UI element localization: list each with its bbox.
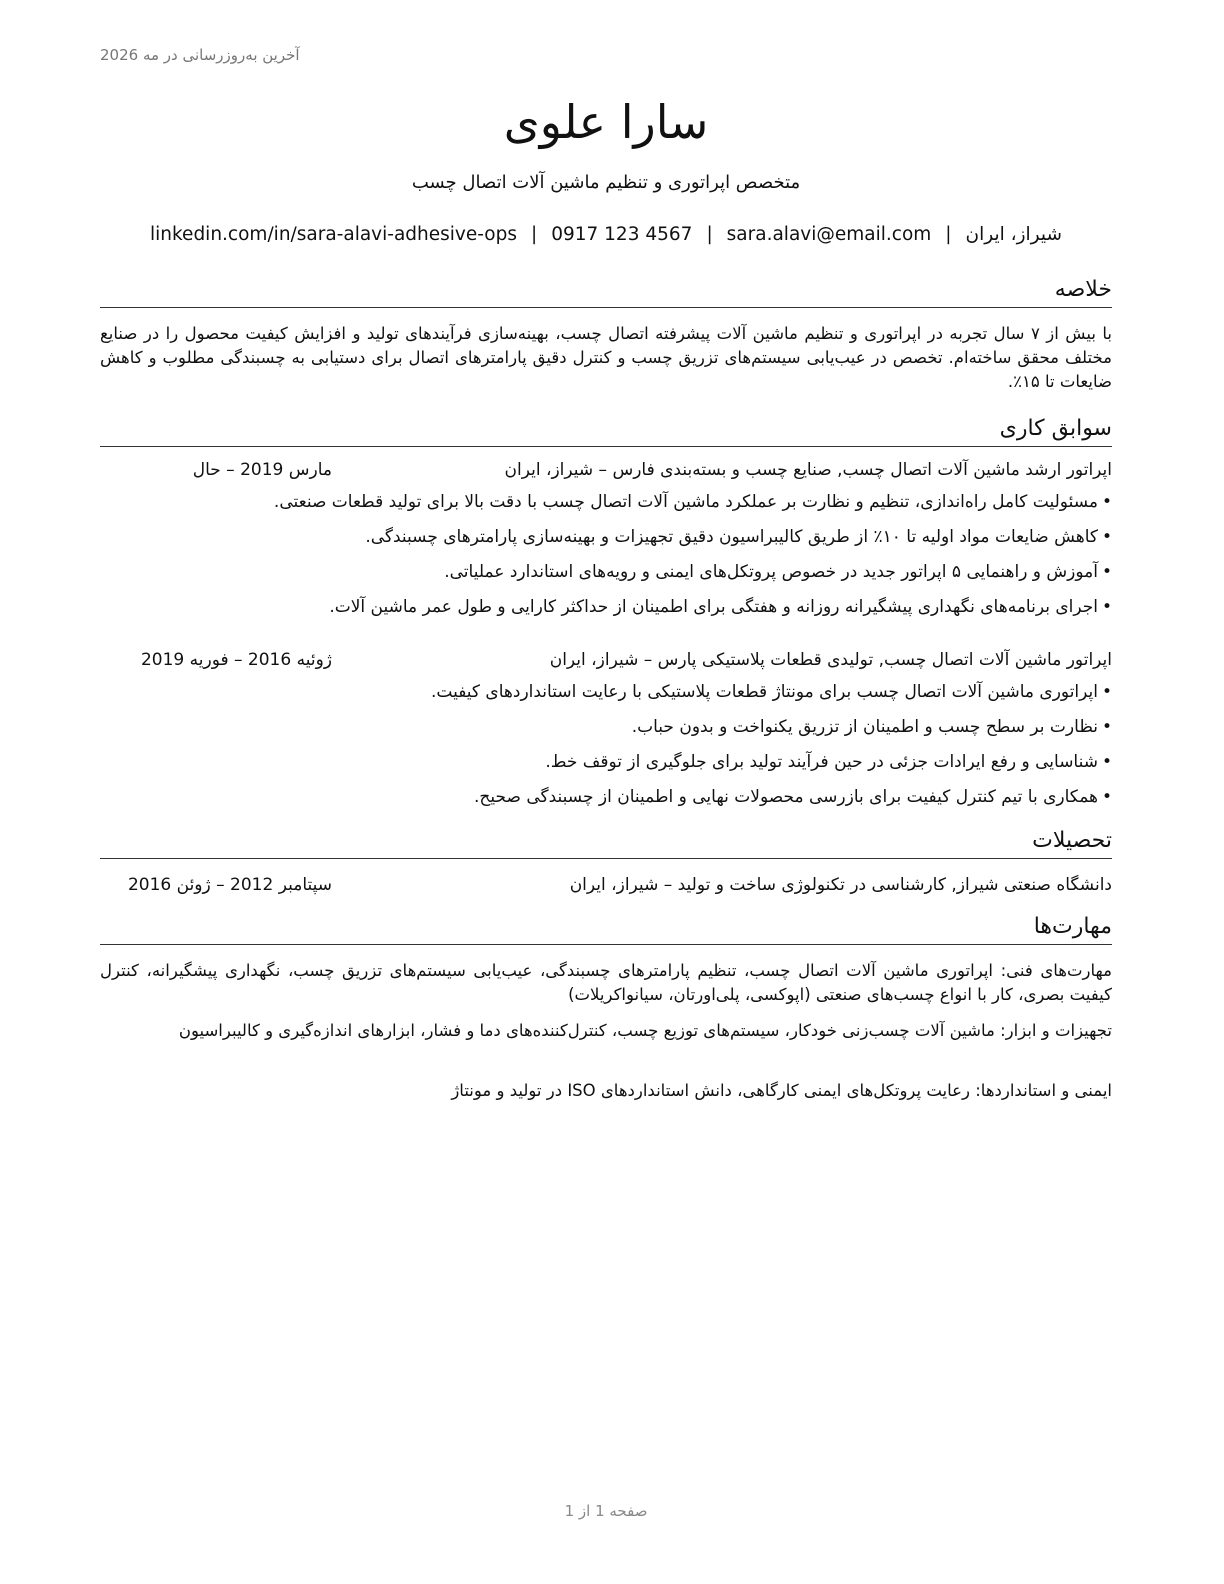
job-role: اپراتور ارشد ماشین آلات اتصال چسب, صنایع چسب و بسته‌بندی فارس – شیراز، ایران bbox=[504, 460, 1112, 480]
contact-separator: | bbox=[945, 224, 952, 245]
skills-line: تجهیزات و ابزار: ماشین آلات چسب‌زنی خودکار، سیستم‌های توزیع چسب، کنترل‌کننده‌های دما و فشار، ابزارهای اندازه‌گیری و کالیبراسیون bbox=[178, 1021, 1112, 1040]
bullet-text: آموزش و راهنمایی ۵ اپراتور جدید در خصوص پروتکل‌های ایمنی و رویه‌های استاندارد عملیاتی. bbox=[444, 562, 1098, 582]
bullet-dot: • bbox=[1101, 682, 1112, 702]
bullet-dot: • bbox=[1101, 597, 1112, 617]
bullet-dot: • bbox=[1101, 717, 1112, 737]
contact-location: شیراز، ایران bbox=[965, 224, 1062, 245]
bullet-dot: • bbox=[1101, 562, 1112, 582]
skills-line: مهارت‌های فنی: اپراتوری ماشین آلات اتصال چسب، تنظیم پارامترهای چسبندگی، عیب‌یابی سیستم‌های تزریق چسب، نگهداری پیشگیرانه، کنترل کیفیت بصری، کار با انواع چسب‌های صنعتی (اپوکسی، پلی‌اورتان، سیانواکریلات) bbox=[100, 961, 1112, 1004]
resume-page bbox=[100, 0, 1112, 1584]
job-bullet bbox=[100, 559, 1112, 585]
contact-linkedin[interactable]: linkedin.com/in/sara-alavi-adhesive-ops bbox=[150, 224, 517, 245]
job-dates: ژوئیه 2016 – فوریه 2019 bbox=[140, 650, 332, 670]
last-updated-note: آخرین به‌روزرسانی در مه 2026 bbox=[100, 46, 300, 64]
education-dates: سپتامبر 2012 – ژوئن 2016 bbox=[127, 875, 332, 895]
experience-heading: سوابق کاری bbox=[100, 414, 1112, 447]
bullet-dot: • bbox=[1101, 527, 1112, 547]
contact-line bbox=[100, 222, 1112, 248]
job-bullet bbox=[100, 524, 1112, 550]
contact-separator: | bbox=[706, 224, 713, 245]
summary-text: با بیش از ۷ سال تجربه در اپراتوری و تنظیم ماشین آلات پیشرفته اتصال چسب، بهینه‌سازی فرآیندهای تولید و افزایش کیفیت محصول را در صنایع مختلف محقق ساخته‌ام. تخصص در عیب‌یابی سیستم‌های تزریق چسب و کنترل دقیق پارامترهای اتصال برای دستیابی به چسبندگی مطلوب و کاهش ضایعات تا ۱۵٪. bbox=[100, 324, 1112, 391]
candidate-name: سارا علوی bbox=[503, 95, 709, 149]
bullet-dot: • bbox=[1101, 787, 1112, 807]
candidate-title: متخصص اپراتوری و تنظیم ماشین آلات اتصال چسب bbox=[411, 172, 801, 193]
bullet-dot: • bbox=[1101, 492, 1112, 512]
bullet-text: همکاری با تیم کنترل کیفیت برای بازرسی محصولات نهایی و اطمینان از چسبندگی صحیح. bbox=[474, 787, 1098, 807]
bullet-text: نظارت بر سطح چسب و اطمینان از تزریق یکنواخت و بدون حباب. bbox=[631, 717, 1098, 737]
contact-email[interactable]: sara.alavi@email.com bbox=[726, 224, 932, 245]
contact-separator: | bbox=[530, 224, 538, 245]
job-bullet bbox=[100, 714, 1112, 740]
job-bullet bbox=[100, 489, 1112, 515]
job-dates: مارس 2019 – حال bbox=[192, 460, 332, 480]
bullet-text: کاهش ضایعات مواد اولیه تا ۱۰٪ از طریق کالیبراسیون دقیق تجهیزات و بهینه‌سازی پارامترهای چسبندگی. bbox=[365, 527, 1098, 547]
job-bullet bbox=[100, 679, 1112, 705]
bullet-text: شناسایی و رفع ایرادات جزئی در حین فرآیند تولید برای جلوگیری از توقف خط. bbox=[545, 752, 1098, 772]
job-header bbox=[100, 457, 1112, 483]
job-role: اپراتور ماشین آلات اتصال چسب, تولیدی قطعات پلاستیکی پارس – شیراز، ایران bbox=[549, 650, 1112, 670]
skills-line: ایمنی و استانداردها: رعایت پروتکل‌های ایمنی کارگاهی، دانش استانداردهای ISO در تولید و مونتاژ bbox=[451, 1081, 1112, 1100]
bullet-text: اجرای برنامه‌های نگهداری پیشگیرانه روزانه و هفتگی برای اطمینان از حداکثر کارایی و طول عمر ماشین آلات. bbox=[329, 597, 1098, 617]
bullet-text: اپراتوری ماشین آلات اتصال چسب برای مونتاژ قطعات پلاستیکی با رعایت استانداردهای کیفیت. bbox=[430, 682, 1098, 702]
bullet-text: مسئولیت کامل راه‌اندازی، تنظیم و نظارت بر عملکرد ماشین آلات اتصال چسب با دقت بالا برای تولید قطعات صنعتی. bbox=[273, 492, 1098, 512]
job-header bbox=[100, 647, 1112, 673]
job-bullet bbox=[100, 784, 1112, 810]
skills-heading: مهارت‌ها bbox=[100, 912, 1112, 945]
contact-phone[interactable]: 0917 123 4567 bbox=[551, 224, 693, 245]
bullet-dot: • bbox=[1101, 752, 1112, 772]
page-number: صفحه 1 از 1 bbox=[564, 1502, 648, 1520]
education-school: دانشگاه صنعتی شیراز, کارشناسی در تکنولوژی ساخت و تولید – شیراز، ایران bbox=[569, 875, 1112, 895]
job-bullet bbox=[100, 749, 1112, 775]
education-entry bbox=[100, 872, 1112, 898]
job-bullet bbox=[100, 594, 1112, 620]
summary-heading: خلاصه bbox=[100, 275, 1112, 308]
education-heading: تحصیلات bbox=[100, 826, 1112, 859]
